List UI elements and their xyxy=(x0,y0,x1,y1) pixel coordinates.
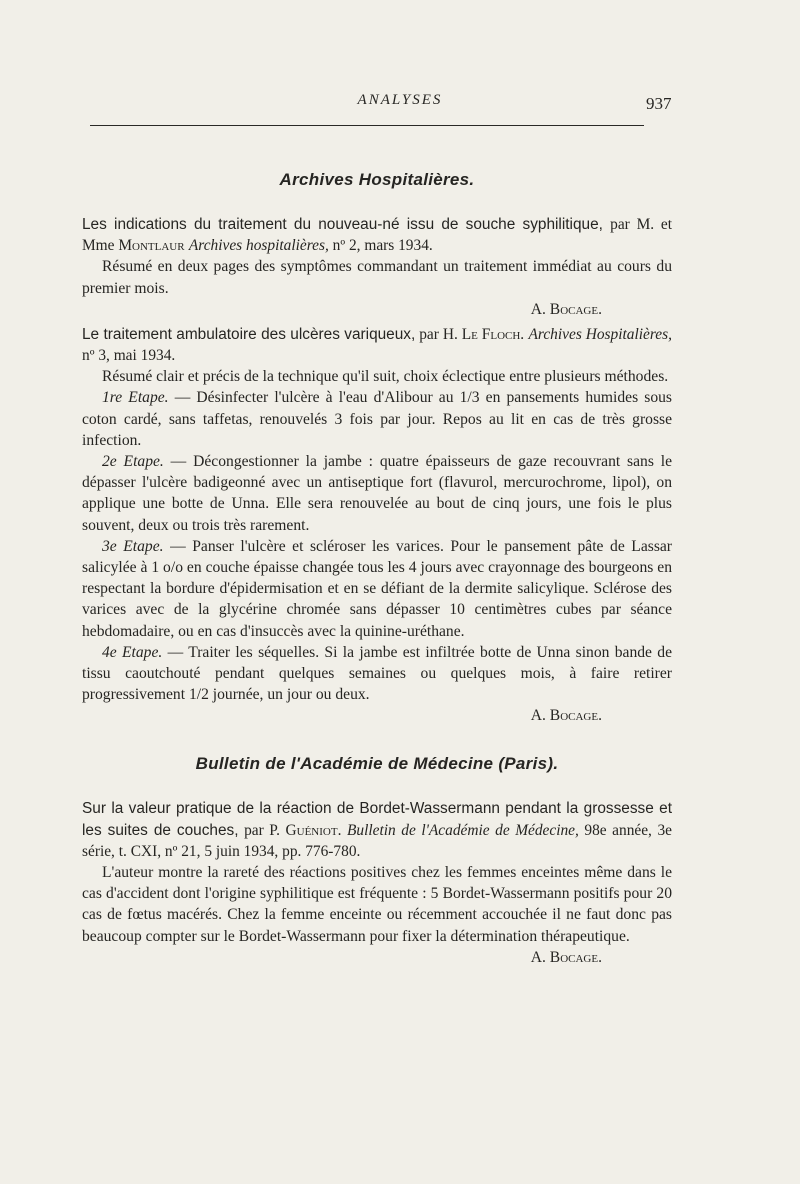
section-title-archives: Archives Hospitalières. xyxy=(279,170,475,189)
author-prefix: par M. et Mme xyxy=(82,216,672,255)
journal-details: nº 3, mai 1934. xyxy=(82,347,176,365)
signature: A. Bocage. xyxy=(530,707,602,725)
author-name: Le Floch. xyxy=(461,325,525,343)
article-title: Sur la valeur pratique de la réaction de Bordet-Wassermann pendant la grossesse et les suites de couches, xyxy=(82,800,672,839)
signature: A. Bocage. xyxy=(530,300,602,318)
step-label: 2e Etape. xyxy=(102,453,164,471)
signature: A. Bocage. xyxy=(530,948,602,966)
journal-name: Archives Hospitalières, xyxy=(528,325,672,343)
step-1 xyxy=(82,387,672,451)
article-bordet-wassermann xyxy=(82,798,672,967)
step-2 xyxy=(82,451,672,536)
article-body: Résumé en deux pages des symptômes commandant un traitement immédiat au cours du premier mois. xyxy=(82,258,672,297)
article-title: Les indications du traitement du nouveau-né issu de souche syphilitique, xyxy=(82,216,603,233)
running-title: ANALYSES xyxy=(357,92,443,108)
journal-details: 98e année, 3e série, t. CXI, nº 21, 5 juin 1934, pp. 776-780. xyxy=(82,821,672,860)
content xyxy=(82,170,672,968)
section-title-bulletin: Bulletin de l'Académie de Médecine (Paris). xyxy=(195,754,559,774)
article-heading xyxy=(82,214,672,256)
step-text: — Désinfecter l'ulcère à l'eau d'Alibour au 1/3 en pansements humides sous coton cardé, sans taffetas, renouvelés 3 fois par jour. Repos au lit en cas de très grosse infection. xyxy=(82,389,672,449)
article-title: Le traitement ambulatoire des ulcères variqueux, xyxy=(82,325,416,343)
author-name: Montlaur xyxy=(118,237,185,255)
step-4 xyxy=(82,642,672,706)
page-number: 937 xyxy=(646,94,672,113)
author-name: Guéniot. xyxy=(285,821,342,839)
step-text: — Décongestionner la jambe : quatre épaisseurs de gaze recouvrant sans le dépasser l'ulcère badigeonné avec un antiseptique fort (flavurol, mercurochrome, lipol), on applique une botte de Unna. Elle sera renouvelée au bout de cinq jours, une fois le plus souvent, deux ou trois très rarement. xyxy=(82,453,673,534)
header-rule xyxy=(90,125,644,126)
step-text: — Panser l'ulcère et scléroser les varices. Pour le pansement pâte de Lassar salicylée à 1 o/o en couche épaisse changée tous les 4 jours avec crayonnage des bourgeons en respectant la bordure d'épidermisation et en se défiant de la dermite salicylique. Sclérose des varices avec de la glycérine chromée sans dépasser 10 centimètres cubes par séance hebdomadaire, ou en cas d'insuccès avec la quinine-uréthane. xyxy=(82,537,672,640)
journal-details: nº 2, mars 1934. xyxy=(328,237,433,255)
article-ulceres xyxy=(82,324,672,727)
step-3 xyxy=(82,536,672,642)
journal-name: Archives hospitalières, xyxy=(188,237,329,255)
journal-name: Bulletin de l'Académie de Médecine, xyxy=(341,821,579,839)
article-heading xyxy=(82,324,672,366)
author-prefix: par P. xyxy=(238,821,286,839)
step-label: 4e Etape. xyxy=(102,643,163,661)
author-prefix: par H. xyxy=(415,325,462,343)
article-intro: Résumé clair et précis de la technique qu'il suit, choix éclectique entre plusieurs méthodes. xyxy=(102,368,669,386)
article-heading xyxy=(82,798,672,862)
article-body: L'auteur montre la rareté des réactions positives chez les femmes enceintes même dans le cas d'accident dont l'origine syphilitique est fréquente : 5 Bordet-Wassermann positifs pour 20 cas de fœtus macérés. Chez la femme enceinte ou récemment accouchée il ne faut donc pas beaucoup compter sur le Bordet-Wassermann pour fixer la détermination thérapeutique. xyxy=(82,864,672,945)
step-label: 3e Etape. xyxy=(102,537,164,555)
step-label: 1re Etape. xyxy=(102,389,169,407)
article-syphilis xyxy=(82,214,672,320)
step-text: — Traiter les séquelles. Si la jambe est infiltrée botte de Unna sinon bande de tissu caoutchouté pendant quelques semaines ou quelques mois, à faire retirer progressivement 1/2 journée, un jour ou deux. xyxy=(82,643,673,704)
